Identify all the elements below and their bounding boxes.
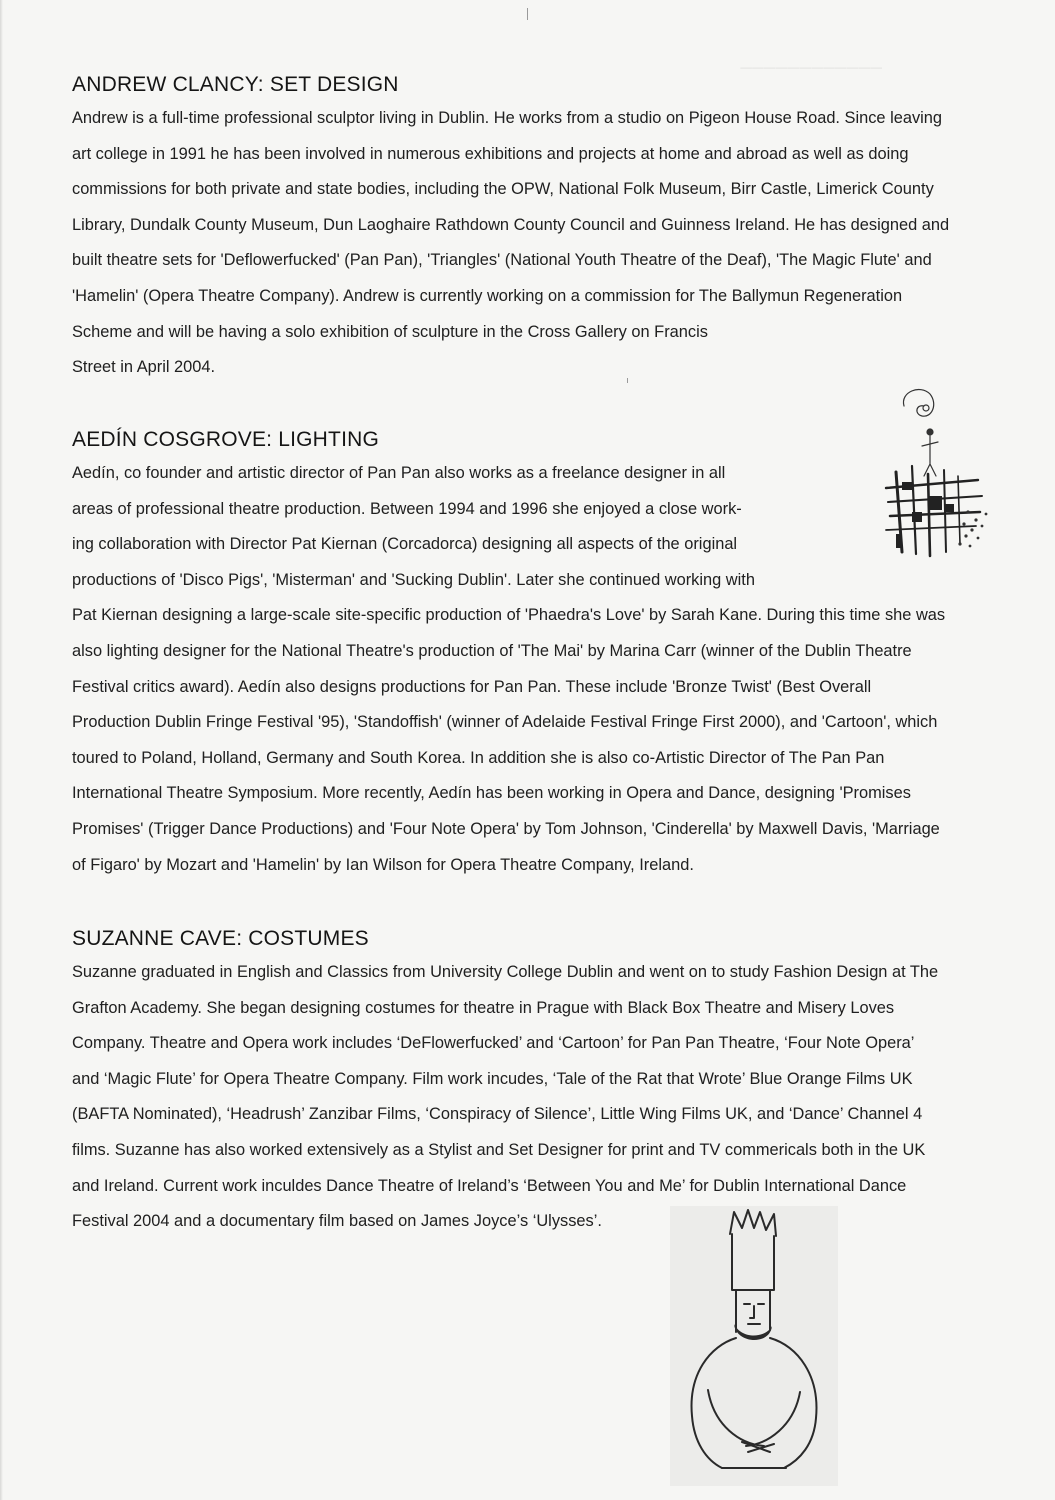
body-line: and ‘Magic Flute’ for Opera Theatre Company. Film work incudes, ‘Tale of the Rat that Wrote’ Blue Orange Films UK [72, 1069, 913, 1088]
body-line: built theatre sets for 'Deflowerfucked' (Pan Pan), 'Triangles' (National Youth Theatre of the Deaf), 'The Magic Flute' and [72, 251, 932, 270]
body-line: Scheme and will be having a solo exhibition of sculpture in the Cross Gallery on Francis [72, 322, 708, 341]
body-line: Festival 2004 and a documentary film based on James Joyce’s ‘Ulysses’. [72, 1212, 602, 1231]
page-edge [0, 0, 3, 1500]
grid-figure-sketch [882, 384, 1002, 574]
section-heading: SUZANNE CAVE: COSTUMES [72, 927, 369, 950]
body-line: Festival critics award). Aedín also designs productions for Pan Pan. These include 'Bronze Twist' (Best Overall [72, 677, 872, 696]
body-line: Pat Kiernan designing a large-scale site-specific production of 'Phaedra's Love' by Sarah Kane. During this time she was [72, 606, 946, 625]
body-line: areas of professional theatre production. Between 1994 and 1996 she enjoyed a close work- [72, 499, 742, 518]
body-line: art college in 1991 he has been involved in numerous exhibitions and projects at home and abroad as well as doing [72, 144, 909, 163]
body-line: International Theatre Symposium. More recently, Aedín has been working in Opera and Dance, designing 'Promises [72, 784, 911, 803]
body-line: Street in April 2004. [72, 358, 216, 377]
section-body [72, 101, 1032, 386]
body-line: Promises' (Trigger Dance Productions) and 'Four Note Opera' by Tom Johnson, 'Cinderella' by Maxwell Davis, 'Marriage [72, 819, 940, 838]
body-line: 'Hamelin' (Opera Theatre Company). Andrew is currently working on a commission for The Ballymun Regeneration [72, 286, 903, 305]
body-line: also lighting designer for the National Theatre's production of 'The Mai' by Marina Carr (winner of the Dublin Theatre [72, 641, 912, 660]
body-line: Production Dublin Fringe Festival '95), 'Standoffish' (winner of Adelaide Festival Fringe First 2000), and 'Cartoon', which [72, 713, 938, 732]
body-line: of Figaro' by Mozart and 'Hamelin' by Ian Wilson for Opera Theatre Company, Ireland. [72, 855, 694, 874]
section-costumes [72, 927, 1032, 1240]
body-line: Suzanne graduated in English and Classics from University College Dublin and went on to study Fashion Design at The [72, 963, 939, 981]
body-line: toured to Poland, Holland, Germany and South Korea. In addition she is also co-Artistic Director of The Pan Pan [72, 748, 885, 767]
paper-speck [527, 8, 528, 20]
section-body [72, 955, 1032, 1240]
body-line: Andrew is a full-time professional sculptor living in Dublin. He works from a studio on Pigeon House Road. Since leaving [72, 109, 943, 127]
body-line: Company. Theatre and Opera work includes ‘DeFlowerfucked’ and ‘Cartoon’ for Pan Pan Theatre, ‘Four Note Opera’ [72, 1034, 915, 1053]
crowned-figure-sketch [670, 1206, 838, 1486]
show-through-text: ──────────── [740, 60, 883, 77]
body-line: commissions for both private and state bodies, including the OPW, National Folk Museum, Birr Castle, Limerick County [72, 180, 934, 199]
body-line: productions of 'Disco Pigs', 'Misterman' and 'Sucking Dublin'. Later she continued working with [72, 570, 755, 589]
body-line: (BAFTA Nominated), ‘Headrush’ Zanzibar Films, ‘Conspiracy of Silence’, Little Wing Films UK, and ‘Dance’ Channel 4 [72, 1105, 923, 1124]
body-line: films. Suzanne has also worked extensively as a Stylist and Set Designer for print and TV commericals both in the UK [72, 1140, 926, 1159]
body-line: Library, Dundalk County Museum, Dun Laoghaire Rathdown County Council and Guinness Ireland. He has designed and [72, 215, 950, 234]
body-line: Aedín, co founder and artistic director of Pan Pan also works as a freelance designer in all [72, 464, 726, 482]
body-line: ing collaboration with Director Pat Kiernan (Corcadorca) designing all aspects of the original [72, 535, 738, 554]
body-line: and Ireland. Current work inculdes Dance Theatre of Ireland’s ‘Between You and Me’ for Dublin International Dance [72, 1176, 907, 1195]
section-set-design [72, 73, 1032, 386]
section-heading: ANDREW CLANCY: SET DESIGN [72, 73, 399, 96]
section-heading: AEDÍN COSGROVE: LIGHTING [72, 428, 380, 451]
body-line: Grafton Academy. She began designing costumes for theatre in Prague with Black Box Theatre and Misery Loves [72, 998, 895, 1017]
crowned-figure-drawing [670, 1206, 838, 1486]
